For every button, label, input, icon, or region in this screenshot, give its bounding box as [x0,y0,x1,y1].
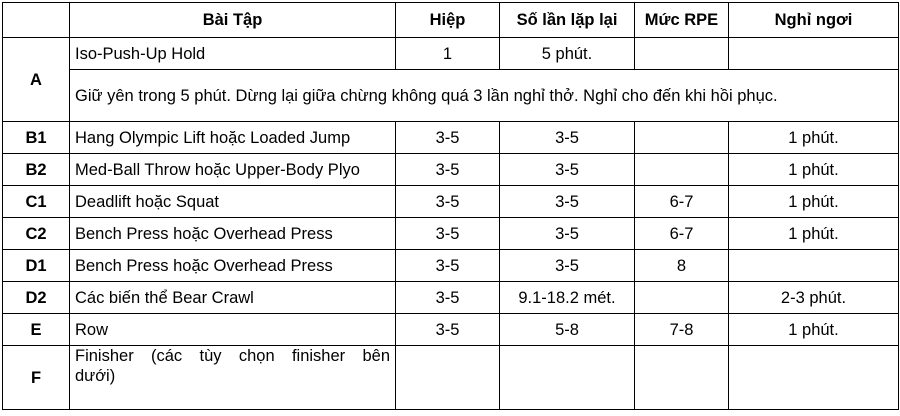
row-exercise: Deadlift hoặc Squat [70,186,396,218]
header-exercise: Bài Tập [70,3,396,38]
row-exercise: Các biến thể Bear Crawl [70,282,396,314]
workout-table [2,2,899,410]
row-rpe [635,282,729,314]
row-rest: 1 phút. [729,154,899,186]
row-exercise: Hang Olympic Lift hoặc Loaded Jump [70,122,396,154]
row-code: C1 [3,186,70,218]
row-rest: 1 phút. [729,186,899,218]
row-rpe: 8 [635,250,729,282]
row-reps: 5 phút. [500,38,635,70]
row-rest: 2-3 phút. [729,282,899,314]
row-reps: 3-5 [500,218,635,250]
row-rpe: 6-7 [635,186,729,218]
row-reps: 3-5 [500,122,635,154]
row-code: B2 [3,154,70,186]
row-reps [500,346,635,410]
table-row-note [3,70,899,122]
row-code: D1 [3,250,70,282]
row-sets: 3-5 [396,154,500,186]
row-sets: 3-5 [396,122,500,154]
row-code: F [3,346,70,410]
header-row [3,3,899,38]
row-reps: 3-5 [500,250,635,282]
row-rpe [635,122,729,154]
row-rest: 1 phút. [729,122,899,154]
row-code: A [3,38,70,122]
row-rest: 1 phút. [729,218,899,250]
row-exercise: Row [70,314,396,346]
row-rpe [635,38,729,70]
table-row [3,218,899,250]
row-sets: 1 [396,38,500,70]
row-sets [396,346,500,410]
row-rest [729,250,899,282]
row-code: C2 [3,218,70,250]
row-exercise: Bench Press hoặc Overhead Press [70,250,396,282]
table-row [3,314,899,346]
row-sets: 3-5 [396,218,500,250]
row-rpe: 6-7 [635,218,729,250]
header-sets: Hiệp [396,3,500,38]
table-row [3,186,899,218]
row-code: E [3,314,70,346]
row-code: D2 [3,282,70,314]
header-rpe: Mức RPE [635,3,729,38]
row-exercise: Med-Ball Throw hoặc Upper-Body Plyo [70,154,396,186]
row-rest [729,346,899,410]
table-row [3,38,899,70]
header-code [3,3,70,38]
table-row [3,122,899,154]
row-sets: 3-5 [396,186,500,218]
row-sets: 3-5 [396,282,500,314]
header-rest: Nghỉ ngơi [729,3,899,38]
table-row [3,282,899,314]
table-row [3,154,899,186]
row-exercise: Iso-Push-Up Hold [70,38,396,70]
row-reps: 3-5 [500,154,635,186]
row-reps: 3-5 [500,186,635,218]
row-exercise: Bench Press hoặc Overhead Press [70,218,396,250]
row-rpe [635,154,729,186]
row-code: B1 [3,122,70,154]
row-exercise [70,346,396,410]
row-note: Giữ yên trong 5 phút. Dừng lại giữa chừng không quá 3 lần nghỉ thở. Nghỉ cho đến khi hồi phục. [70,70,899,122]
row-exercise-line: dưới) [75,367,116,385]
row-sets: 3-5 [396,314,500,346]
row-sets: 3-5 [396,250,500,282]
row-reps: 9.1-18.2 mét. [500,282,635,314]
row-exercise-line: Finisher (các tùy chọn finisher bên [75,347,390,365]
table-row [3,250,899,282]
row-reps: 5-8 [500,314,635,346]
header-reps: Số lần lặp lại [500,3,635,38]
row-rpe [635,346,729,410]
row-rest: 1 phút. [729,314,899,346]
row-rpe: 7-8 [635,314,729,346]
row-rest [729,38,899,70]
table-row [3,346,899,410]
